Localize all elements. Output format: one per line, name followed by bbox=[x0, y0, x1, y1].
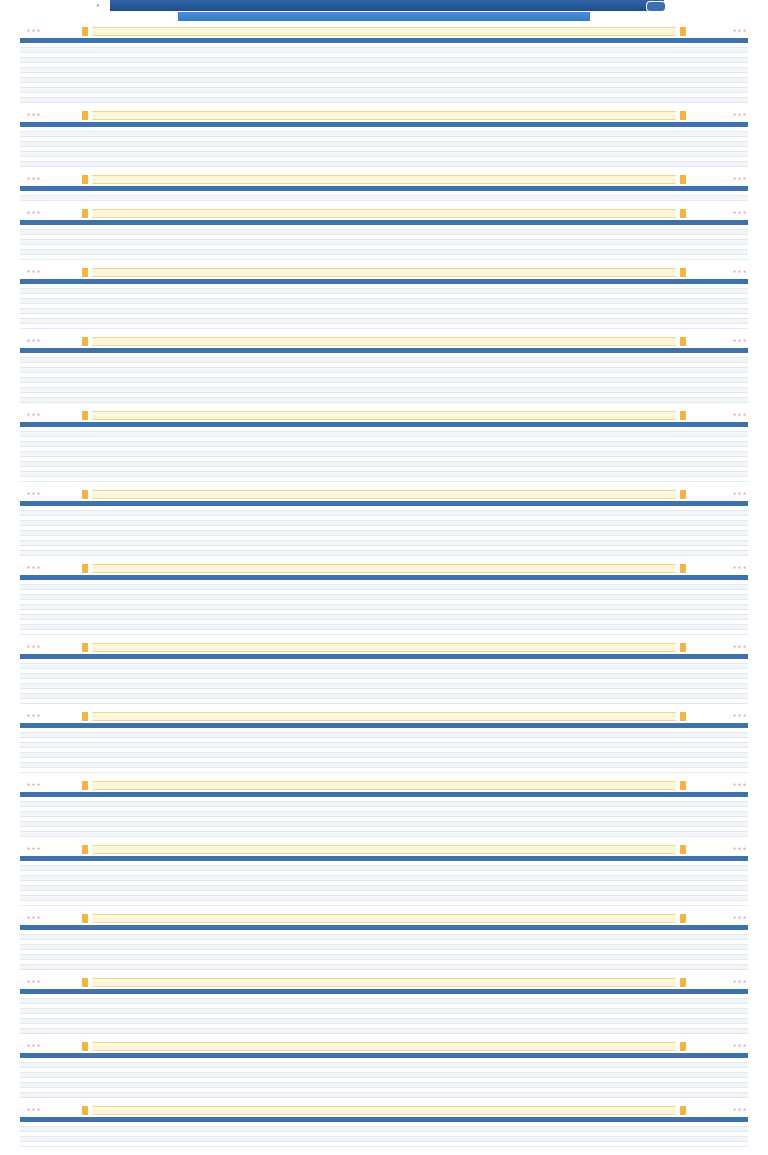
section-marker-icon bbox=[82, 1106, 88, 1115]
row-label-cell bbox=[20, 398, 256, 403]
value-cell bbox=[502, 324, 584, 329]
section-block bbox=[0, 781, 768, 837]
value-cell bbox=[584, 630, 666, 635]
value-cell bbox=[256, 965, 338, 970]
section-title bbox=[92, 1106, 676, 1115]
section-table bbox=[20, 122, 748, 167]
section-block bbox=[0, 564, 768, 635]
section-header bbox=[0, 490, 768, 500]
decorative-dots-icon: ●●● bbox=[732, 28, 748, 34]
value-cell bbox=[584, 196, 666, 201]
section-table bbox=[20, 1117, 748, 1147]
value-cell bbox=[256, 630, 338, 635]
decorative-dots-icon: ●●● bbox=[732, 338, 748, 344]
section-marker-icon bbox=[82, 712, 88, 721]
decorative-dots-icon: ●●● bbox=[27, 644, 43, 650]
cutoff-cell bbox=[666, 98, 748, 103]
section-marker-icon bbox=[680, 27, 686, 36]
table-row bbox=[20, 162, 748, 167]
decorative-dots-icon: ●●● bbox=[732, 1043, 748, 1049]
section-title bbox=[92, 268, 676, 277]
decorative-dots-icon: ●●● bbox=[732, 915, 748, 921]
table-row bbox=[20, 1093, 748, 1098]
section-marker-icon bbox=[82, 337, 88, 346]
value-cell bbox=[584, 768, 666, 773]
decorative-dots-icon: ●●● bbox=[27, 491, 43, 497]
value-cell bbox=[502, 1142, 584, 1147]
value-cell bbox=[256, 255, 338, 260]
value-cell bbox=[502, 477, 584, 482]
section-table bbox=[20, 348, 748, 403]
cutoff-cell bbox=[666, 398, 748, 403]
cutoff-cell bbox=[666, 1093, 748, 1098]
decorative-dots-icon: ●●● bbox=[732, 979, 748, 985]
section-table bbox=[20, 186, 748, 201]
section-block bbox=[0, 712, 768, 773]
value-cell bbox=[256, 832, 338, 837]
value-cell bbox=[584, 255, 666, 260]
value-cell bbox=[338, 255, 420, 260]
value-cell bbox=[502, 162, 584, 167]
page-subtitle bbox=[178, 12, 590, 21]
row-label-cell bbox=[20, 630, 256, 635]
section-header bbox=[0, 914, 768, 924]
value-cell bbox=[420, 1093, 502, 1098]
section-table bbox=[20, 654, 748, 704]
value-cell bbox=[420, 98, 502, 103]
decorative-dots-icon: ●●● bbox=[27, 915, 43, 921]
section-table bbox=[20, 1053, 748, 1098]
value-cell bbox=[420, 324, 502, 329]
cutoff-cell bbox=[666, 901, 748, 906]
section-title bbox=[92, 712, 676, 721]
value-cell bbox=[420, 551, 502, 556]
decorative-dots-icon: ●●● bbox=[732, 210, 748, 216]
section-title bbox=[92, 643, 676, 652]
table-row bbox=[20, 1029, 748, 1034]
row-label-cell bbox=[20, 901, 256, 906]
decorative-dots-icon: ●●● bbox=[732, 846, 748, 852]
value-cell bbox=[338, 1142, 420, 1147]
section-header bbox=[0, 1106, 768, 1116]
value-cell bbox=[420, 699, 502, 704]
section-block bbox=[0, 978, 768, 1034]
decorative-dots-icon: ●●● bbox=[732, 176, 748, 182]
decorative-dots-icon: ●●● bbox=[732, 269, 748, 275]
section-marker-icon bbox=[82, 411, 88, 420]
decorative-dots-icon: ●●● bbox=[27, 565, 43, 571]
value-cell bbox=[502, 1093, 584, 1098]
value-cell bbox=[338, 398, 420, 403]
value-cell bbox=[584, 699, 666, 704]
decorative-dots-icon: ●●● bbox=[27, 28, 43, 34]
cutoff-cell bbox=[666, 630, 748, 635]
section-table bbox=[20, 792, 748, 837]
value-cell bbox=[256, 162, 338, 167]
section-table bbox=[20, 575, 748, 635]
value-cell bbox=[256, 1142, 338, 1147]
value-cell bbox=[584, 162, 666, 167]
table-row bbox=[20, 965, 748, 970]
value-cell bbox=[502, 98, 584, 103]
value-cell bbox=[338, 98, 420, 103]
section-header bbox=[0, 564, 768, 574]
value-cell bbox=[502, 901, 584, 906]
section-marker-icon bbox=[680, 111, 686, 120]
value-cell bbox=[256, 699, 338, 704]
section-marker-icon bbox=[680, 564, 686, 573]
value-cell bbox=[256, 98, 338, 103]
section-block bbox=[0, 845, 768, 906]
value-cell bbox=[338, 630, 420, 635]
section-marker-icon bbox=[82, 209, 88, 218]
value-cell bbox=[338, 901, 420, 906]
section-header bbox=[0, 978, 768, 988]
value-cell bbox=[338, 196, 420, 201]
table-row bbox=[20, 98, 748, 103]
value-cell bbox=[256, 196, 338, 201]
row-label-cell bbox=[20, 832, 256, 837]
decorative-dots-icon: ●●● bbox=[732, 112, 748, 118]
row-label-cell bbox=[20, 98, 256, 103]
section-header bbox=[0, 175, 768, 185]
decorative-dots-icon: ●●● bbox=[27, 1107, 43, 1113]
value-cell bbox=[420, 901, 502, 906]
section-marker-icon bbox=[82, 27, 88, 36]
table-row bbox=[20, 630, 748, 635]
section-marker-icon bbox=[82, 914, 88, 923]
table-row bbox=[20, 477, 748, 482]
table-row bbox=[20, 196, 748, 201]
decorative-dots-icon: ●●● bbox=[732, 491, 748, 497]
section-table bbox=[20, 220, 748, 260]
section-title bbox=[92, 175, 676, 184]
decorative-dots-icon: ●●● bbox=[27, 269, 43, 275]
decorative-dots-icon: ●●● bbox=[732, 1107, 748, 1113]
section-marker-icon bbox=[680, 209, 686, 218]
value-cell bbox=[502, 255, 584, 260]
cutoff-cell bbox=[666, 551, 748, 556]
section-marker-icon bbox=[680, 411, 686, 420]
cutoff-cell bbox=[666, 477, 748, 482]
table-row bbox=[20, 255, 748, 260]
section-block bbox=[0, 337, 768, 403]
decorative-dots-icon: ●●● bbox=[27, 782, 43, 788]
section-table bbox=[20, 723, 748, 773]
row-label-cell bbox=[20, 965, 256, 970]
section-block bbox=[0, 1106, 768, 1147]
section-marker-icon bbox=[680, 490, 686, 499]
value-cell bbox=[256, 901, 338, 906]
section-title bbox=[92, 337, 676, 346]
section-marker-icon bbox=[680, 1042, 686, 1051]
section-marker-icon bbox=[680, 978, 686, 987]
value-cell bbox=[420, 1142, 502, 1147]
section-title bbox=[92, 209, 676, 218]
value-cell bbox=[420, 196, 502, 201]
value-cell bbox=[584, 477, 666, 482]
section-block bbox=[0, 1042, 768, 1098]
section-header bbox=[0, 27, 768, 37]
table-row bbox=[20, 324, 748, 329]
section-marker-icon bbox=[680, 845, 686, 854]
value-cell bbox=[502, 551, 584, 556]
row-label-cell bbox=[20, 699, 256, 704]
section-block bbox=[0, 175, 768, 201]
section-title bbox=[92, 781, 676, 790]
value-cell bbox=[584, 965, 666, 970]
section-marker-icon bbox=[82, 845, 88, 854]
section-header bbox=[0, 643, 768, 653]
decorative-dots-icon: ●●● bbox=[27, 979, 43, 985]
value-cell bbox=[338, 699, 420, 704]
value-cell bbox=[584, 901, 666, 906]
value-cell bbox=[584, 1142, 666, 1147]
value-cell bbox=[338, 477, 420, 482]
section-marker-icon bbox=[680, 781, 686, 790]
decorative-dots-icon: ●●● bbox=[27, 412, 43, 418]
value-cell bbox=[584, 324, 666, 329]
value-cell bbox=[502, 1029, 584, 1034]
table-row bbox=[20, 832, 748, 837]
section-header bbox=[0, 268, 768, 278]
decorative-dots-icon: ●●● bbox=[732, 565, 748, 571]
section-table bbox=[20, 38, 748, 103]
section-header bbox=[0, 209, 768, 219]
page-header bbox=[0, 0, 768, 26]
table-row bbox=[20, 398, 748, 403]
section-marker-icon bbox=[680, 268, 686, 277]
value-cell bbox=[420, 398, 502, 403]
cutoff-cell bbox=[666, 965, 748, 970]
cutoff-cell bbox=[666, 162, 748, 167]
section-marker-icon bbox=[82, 781, 88, 790]
row-label-cell bbox=[20, 196, 256, 201]
value-cell bbox=[420, 768, 502, 773]
value-cell bbox=[338, 324, 420, 329]
section-marker-icon bbox=[680, 643, 686, 652]
cutoff-cell bbox=[666, 768, 748, 773]
row-label-cell bbox=[20, 551, 256, 556]
value-cell bbox=[502, 699, 584, 704]
value-cell bbox=[256, 398, 338, 403]
section-marker-icon bbox=[680, 914, 686, 923]
row-label-cell bbox=[20, 1093, 256, 1098]
section-title bbox=[92, 490, 676, 499]
value-cell bbox=[420, 630, 502, 635]
decorative-dots-icon: ●●● bbox=[732, 782, 748, 788]
cutoff-cell bbox=[666, 699, 748, 704]
value-cell bbox=[584, 98, 666, 103]
row-label-cell bbox=[20, 768, 256, 773]
value-cell bbox=[256, 1029, 338, 1034]
value-cell bbox=[420, 1029, 502, 1034]
section-header bbox=[0, 781, 768, 791]
value-cell bbox=[338, 768, 420, 773]
cutoff-cell bbox=[666, 196, 748, 201]
section-block bbox=[0, 490, 768, 556]
cutoff-cell bbox=[666, 1029, 748, 1034]
section-block bbox=[0, 209, 768, 260]
section-header bbox=[0, 411, 768, 421]
row-label-cell bbox=[20, 1142, 256, 1147]
decorative-dots-icon: ●●● bbox=[732, 713, 748, 719]
section-title bbox=[92, 411, 676, 420]
section-table bbox=[20, 925, 748, 970]
section-marker-icon bbox=[82, 490, 88, 499]
section-header bbox=[0, 1042, 768, 1052]
row-label-cell bbox=[20, 255, 256, 260]
section-header bbox=[0, 337, 768, 347]
section-title bbox=[92, 978, 676, 987]
section-marker-icon bbox=[82, 564, 88, 573]
section-marker-icon bbox=[680, 1106, 686, 1115]
table-row bbox=[20, 551, 748, 556]
section-marker-icon bbox=[82, 111, 88, 120]
value-cell bbox=[338, 551, 420, 556]
value-cell bbox=[256, 768, 338, 773]
table-row bbox=[20, 768, 748, 773]
section-block bbox=[0, 411, 768, 482]
cutoff-cell bbox=[666, 255, 748, 260]
section-block bbox=[0, 914, 768, 970]
section-marker-icon bbox=[82, 643, 88, 652]
decorative-dots-icon: ●●● bbox=[27, 1043, 43, 1049]
section-table bbox=[20, 856, 748, 906]
value-cell bbox=[338, 832, 420, 837]
value-cell bbox=[502, 398, 584, 403]
section-title bbox=[92, 27, 676, 36]
section-marker-icon bbox=[680, 712, 686, 721]
row-label-cell bbox=[20, 477, 256, 482]
section-marker-icon bbox=[680, 337, 686, 346]
decorative-dots-icon: ●●● bbox=[732, 644, 748, 650]
section-block bbox=[0, 643, 768, 704]
sections-container bbox=[0, 27, 768, 1155]
section-header bbox=[0, 712, 768, 722]
cutoff-cell bbox=[666, 324, 748, 329]
value-cell bbox=[338, 1029, 420, 1034]
section-title bbox=[92, 845, 676, 854]
section-title bbox=[92, 111, 676, 120]
value-cell bbox=[420, 477, 502, 482]
value-cell bbox=[338, 162, 420, 167]
page-indicator-icon: ● bbox=[96, 3, 100, 9]
decorative-dots-icon: ●●● bbox=[27, 176, 43, 182]
decorative-dots-icon: ●●● bbox=[732, 412, 748, 418]
value-cell bbox=[502, 965, 584, 970]
section-block bbox=[0, 268, 768, 329]
section-marker-icon bbox=[82, 978, 88, 987]
page-title bbox=[110, 0, 664, 11]
logo-icon bbox=[646, 1, 666, 12]
section-table bbox=[20, 422, 748, 482]
decorative-dots-icon: ●●● bbox=[27, 713, 43, 719]
decorative-dots-icon: ●●● bbox=[27, 338, 43, 344]
value-cell bbox=[420, 162, 502, 167]
value-cell bbox=[584, 1093, 666, 1098]
section-table bbox=[20, 279, 748, 329]
value-cell bbox=[420, 965, 502, 970]
value-cell bbox=[502, 768, 584, 773]
value-cell bbox=[338, 965, 420, 970]
decorative-dots-icon: ●●● bbox=[27, 846, 43, 852]
value-cell bbox=[584, 1029, 666, 1034]
value-cell bbox=[256, 551, 338, 556]
value-cell bbox=[338, 1093, 420, 1098]
value-cell bbox=[584, 832, 666, 837]
cutoff-cell bbox=[666, 832, 748, 837]
value-cell bbox=[502, 196, 584, 201]
cutoff-cell bbox=[666, 1142, 748, 1147]
section-table bbox=[20, 989, 748, 1034]
section-marker-icon bbox=[680, 175, 686, 184]
section-marker-icon bbox=[82, 175, 88, 184]
value-cell bbox=[256, 477, 338, 482]
section-table bbox=[20, 501, 748, 556]
row-label-cell bbox=[20, 324, 256, 329]
section-header bbox=[0, 845, 768, 855]
row-label-cell bbox=[20, 1029, 256, 1034]
value-cell bbox=[502, 630, 584, 635]
section-marker-icon bbox=[82, 268, 88, 277]
table-row bbox=[20, 1142, 748, 1147]
value-cell bbox=[502, 832, 584, 837]
value-cell bbox=[584, 551, 666, 556]
section-block bbox=[0, 111, 768, 167]
decorative-dots-icon: ●●● bbox=[27, 112, 43, 118]
table-row bbox=[20, 901, 748, 906]
table-row bbox=[20, 699, 748, 704]
decorative-dots-icon: ●●● bbox=[27, 210, 43, 216]
row-label-cell bbox=[20, 162, 256, 167]
value-cell bbox=[256, 324, 338, 329]
section-marker-icon bbox=[82, 1042, 88, 1051]
section-title bbox=[92, 914, 676, 923]
value-cell bbox=[420, 832, 502, 837]
section-title bbox=[92, 564, 676, 573]
value-cell bbox=[256, 1093, 338, 1098]
section-block bbox=[0, 27, 768, 103]
section-title bbox=[92, 1042, 676, 1051]
value-cell bbox=[584, 398, 666, 403]
value-cell bbox=[420, 255, 502, 260]
section-header bbox=[0, 111, 768, 121]
